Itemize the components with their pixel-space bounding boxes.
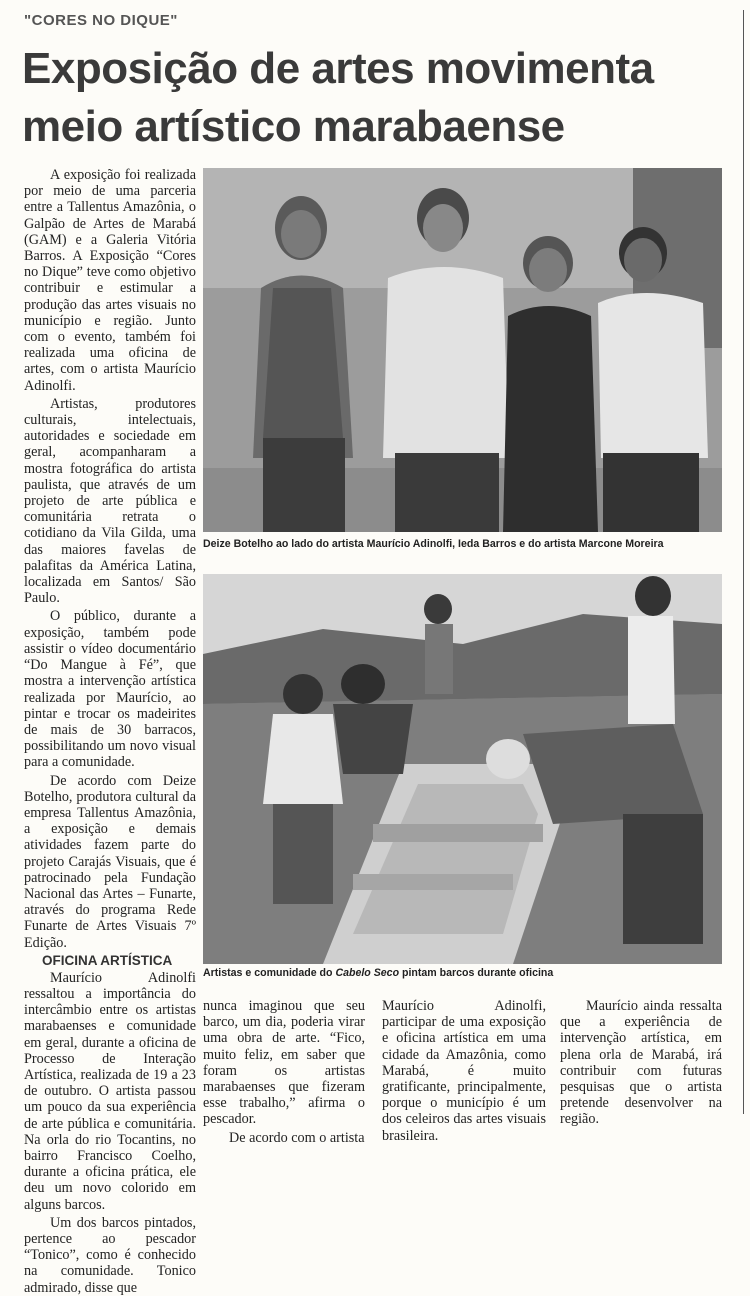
photo-caption xyxy=(203,967,722,979)
paragraph: Artistas, produtores culturais, intelectuais, autoridades e sociedade em geral, acompanharam a mostra fotográfica do artista paulista, que através de um projeto de arte pública e comunitária retrata o cotidiano da Vila Gilda, uma das maiores favelas de palafitas da América Latina, localizada em Santos/ São Paulo. xyxy=(24,395,196,607)
paragraph: Um dos barcos pintados, pertence ao pescador “Tonico”, como é conhecido na comunidade. Tonico admirado, disse que xyxy=(24,1214,196,1296)
column-rule xyxy=(743,10,744,1114)
paragraph: A exposição foi realizada por meio de uma parceria entre a Tallentus Amazônia, o Galpão de Artes de Marabá (GAM) e a Galeria Vitória Barros. A Exposição “Cores no Dique” teve como objetivo contribuir e estimular a produção das artes visuais no município e região. Junto com o evento, também foi realizada uma oficina de artes, com o artista Maurício Adinolfi. xyxy=(24,167,196,394)
caption-suffix: pintam barcos durante oficina xyxy=(399,967,554,979)
article-column-2 xyxy=(203,998,365,1146)
article-column-3 xyxy=(382,998,546,1144)
headline-line-2: meio artístico marabaense xyxy=(22,102,565,151)
subhead: OFICINA ARTÍSTICA xyxy=(42,952,173,968)
headline xyxy=(22,40,732,156)
paragraph: De acordo com o artista xyxy=(229,1129,365,1146)
caption-emphasis: Cabelo Seco xyxy=(335,967,400,979)
paragraph: O público, durante a exposição, também pode assistir o vídeo documentário “Do Mangue à Fé”, que mostra a intervenção artística realizada por Maurício, ao pintar e trocar os madeirites de mais de 30 barracos, possibilitando um novo visual para a comunidade. xyxy=(24,608,196,771)
group-portrait-illustration xyxy=(203,168,722,532)
paragraph: nunca imaginou que seu barco, um dia, poderia virar uma obra de arte. “Fico, muito feliz, em saber que foram os artistas marabaenses que fizeram esse trabalho,” afirma o pescador. xyxy=(203,998,365,1128)
caption-prefix: Artistas e comunidade do xyxy=(203,967,336,979)
group-portrait-photo xyxy=(203,168,722,532)
boat-painting-illustration xyxy=(203,574,722,964)
article-column-1 xyxy=(24,167,196,1296)
headline-line-1: Exposição de artes movimenta xyxy=(22,44,654,93)
photo-caption: Deize Botelho ao lado do artista Maurício Adinolfi, Ieda Barros e do artista Marcone Moreira xyxy=(203,538,664,550)
kicker: "CORES NO DIQUE" xyxy=(24,12,178,29)
paragraph: Maurício ainda ressalta que a experiência de intervenção artística, em plena orla de Marabá, irá contribuir com futuras pesquisas que o artista pretende desenvolver na região. xyxy=(560,998,722,1128)
paragraph: De acordo com Deize Botelho, produtora cultural da empresa Tallentus Amazônia, a exposição e demais atividades fazem parte do projeto Carajás Visuais, que é patrocinado pela Fundação Nacional das Artes – Funarte, através do programa Rede Funarte de Artes Visuais 7º Edição. xyxy=(24,772,196,951)
paragraph: Maurício Adinolfi, participar de uma exposição e oficina artística em uma cidade da Amazônia, como Marabá, é muito gratificante, principalmente, porque o município é um dos celeiros das artes visuais brasileira. xyxy=(382,998,546,1144)
paragraph: Maurício Adinolfi ressaltou a importância do intercâmbio entre os artistas marabaenses e comunidade em geral, durante a oficina de Processo de Interação Artística, realizada de 19 a 23 de outubro. O artista passou um pouco da sua experiência de arte pública e comunitária. Na orla do rio Tocantins, no bairro Francisco Coelho, durante a oficina prática, ele deu um novo colorido em alguns barcos. xyxy=(24,969,196,1213)
article-column-4 xyxy=(560,998,722,1128)
boat-painting-photo xyxy=(203,574,722,964)
